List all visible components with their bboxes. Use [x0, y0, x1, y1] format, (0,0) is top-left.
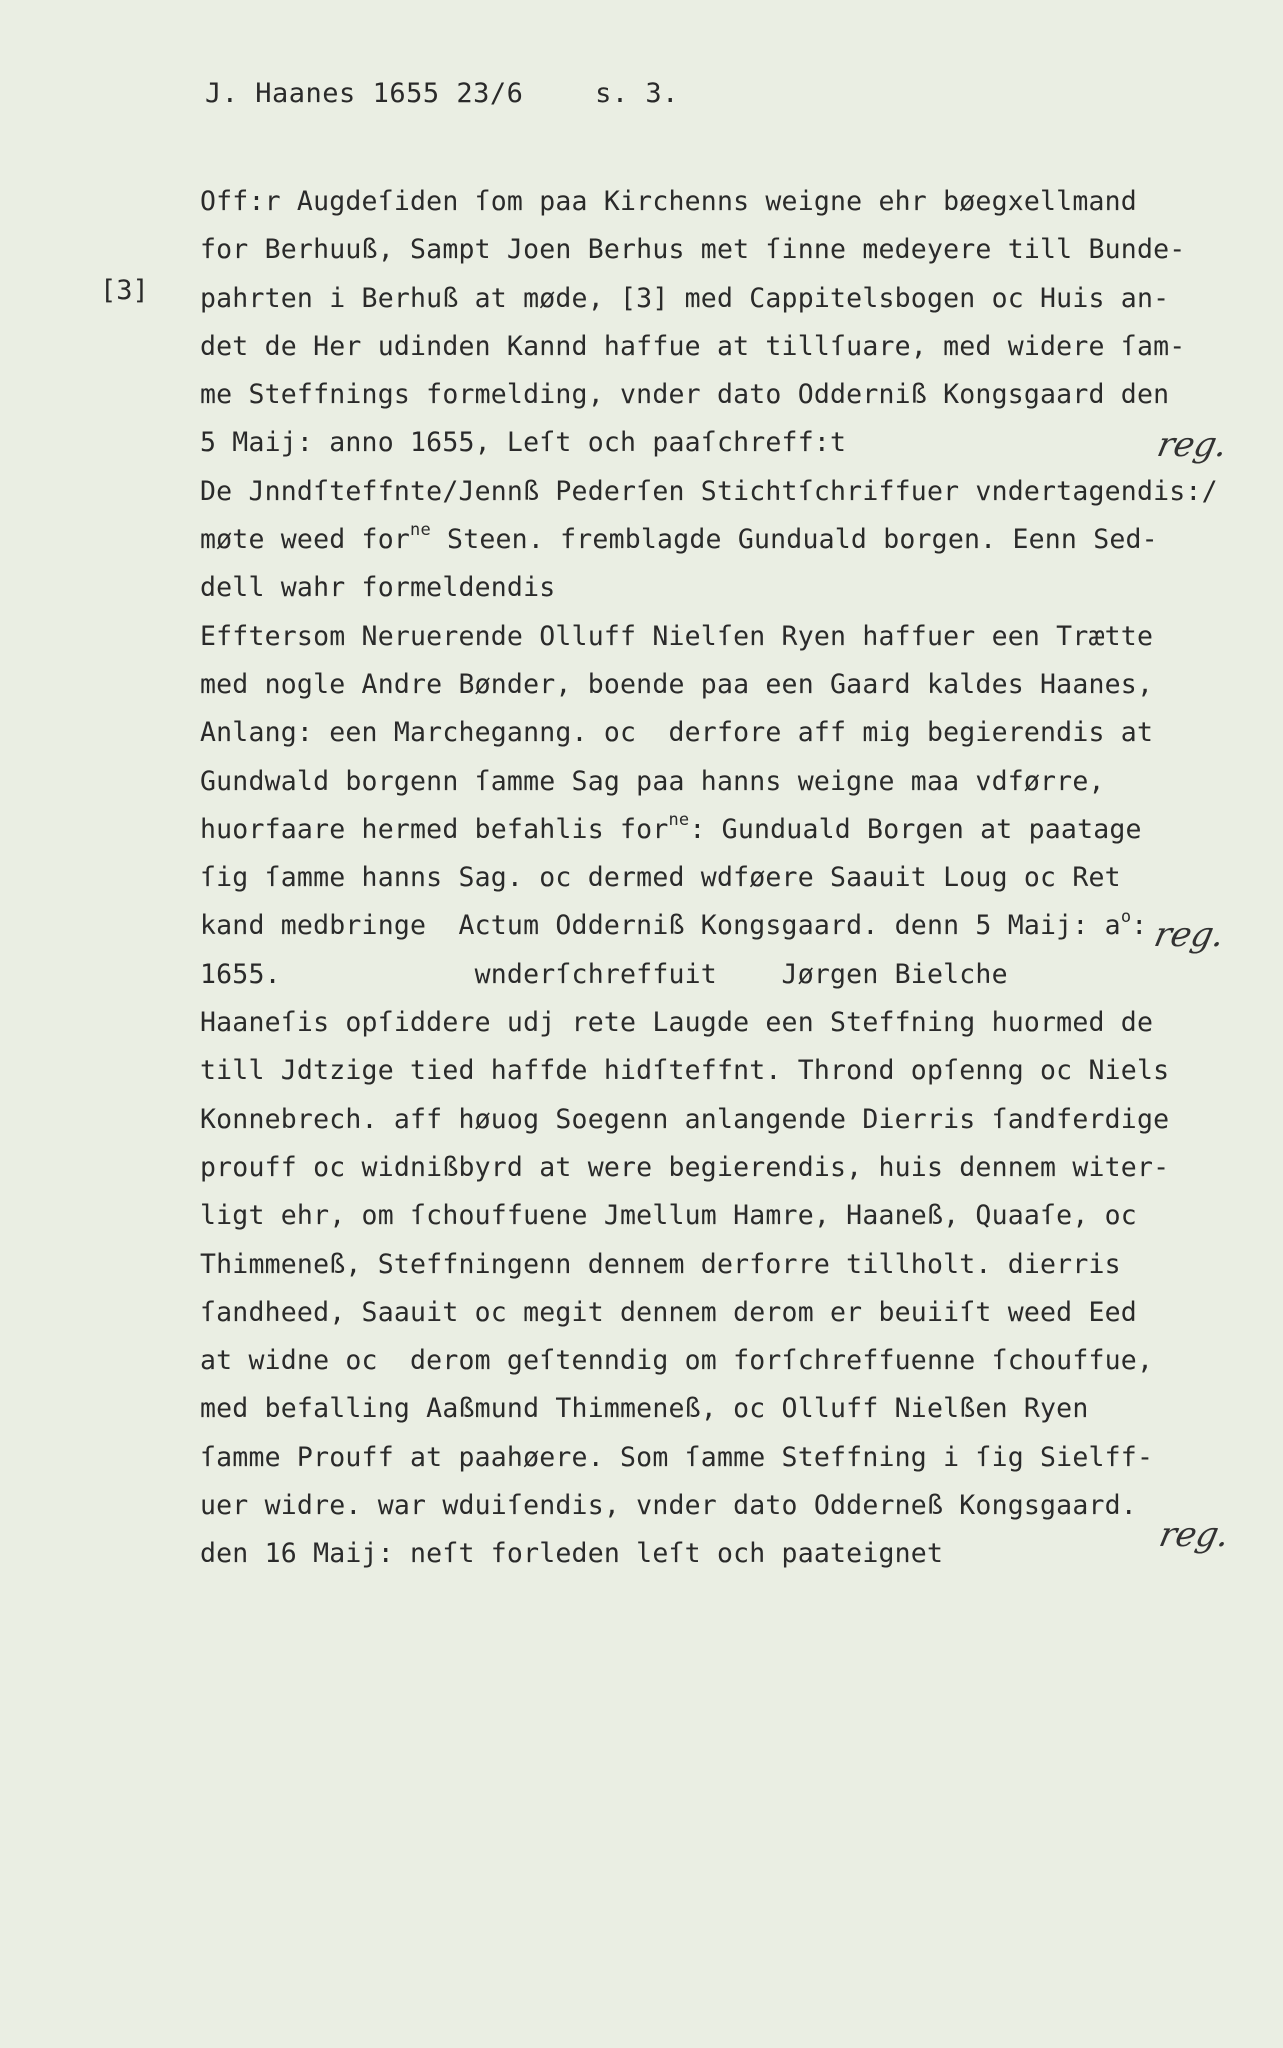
- text-line: ſamme Prouff at paahøere. Som ſamme Steffning i ſig Sielff-: [200, 1441, 1154, 1473]
- text-line: det de Her udinden Kannd haffue at tillſuare, med widere ſam-: [200, 330, 1186, 362]
- text-line: [200, 516, 1158, 564]
- superscript: ne: [410, 520, 431, 541]
- text-line: Anlang: een Marcheganng. oc derfore aff mig begierendis at: [200, 717, 1154, 749]
- text-line: at widne oc derom geſtenndig om forſchreffuenne ſchouffue,: [200, 1345, 1154, 1377]
- text-line: ſig ſamme hanns Sag. oc dermed wdføere Saauit Loug oc Ret: [200, 862, 1121, 894]
- text-line: ligt ehr, om ſchouffuene Jmellum Hamre, Haaneß, Quaaſe, oc: [200, 1200, 1137, 1232]
- text-line: till Jdtzige tied haffde hidſteffnt. Thrond opſenng oc Niels: [200, 1055, 1170, 1087]
- marginal-note-reg: reg.: [1155, 1515, 1234, 1555]
- marginal-note-reg: reg.: [1150, 915, 1229, 955]
- text-segment: Steen. fremblagde Gunduald borgen. Eenn Sed-: [430, 524, 1158, 556]
- text-line: Thimmeneß, Steffningenn dennem derforre tillholt. dierris: [200, 1248, 1121, 1280]
- text-line: 5 Maij: anno 1655, Leſt och paaſchreff:t: [200, 427, 847, 459]
- text-line: med befalling Aaßmund Thimmeneß, oc Olluff Nielßen Ryen: [200, 1393, 1089, 1425]
- margin-number: [3]: [100, 275, 149, 306]
- text-line: prouff oc widnißbyrd at were begierendis, huis dennem witer-: [200, 1151, 1170, 1183]
- text-line: Efftersom Neruerende Olluff Nielſen Ryen haffuer een Trætte: [200, 620, 1154, 652]
- text-line: Off:r Augdeſiden ſom paa Kirchenns weigne ehr bøegxellmand: [200, 186, 1137, 217]
- text-line: med nogle Andre Bønder, boende paa een Gaard kaldes Haanes,: [200, 668, 1154, 700]
- text-line: den 16 Maij: neſt forleden leſt och paateignet: [200, 1538, 944, 1570]
- superscript: o: [1120, 906, 1132, 927]
- text-line: De Jnndſteffnte/Jennß Pederſen Stichtſchriffuer vndertagendis:/: [200, 475, 1218, 507]
- page-header: [205, 78, 679, 109]
- text-line: Haaneſis opſiddere udj rete Laugde een Steffning huormed de: [200, 1007, 1154, 1039]
- text-line: for Berhuuß, Sampt Joen Berhus met ſinne medeyere till Bunde-: [200, 234, 1186, 266]
- header-page: s. 3.: [595, 78, 679, 109]
- text-line: [200, 806, 1142, 854]
- text-line: Gundwald borgenn ſamme Sag paa hanns weigne maa vdførre,: [200, 765, 1105, 797]
- text-segment: : Gunduald Borgen at paatage: [689, 813, 1142, 845]
- text-line: dell wahr formeldendis: [200, 572, 556, 604]
- text-segment: huorfaare hermed befahlis for: [200, 813, 669, 845]
- text-line: Konnebrech. aff høuog Soegenn anlangende Dierris ſandferdige: [200, 1103, 1170, 1135]
- header-ref: 1655 23/6: [372, 78, 524, 109]
- text-line: pahrten i Berhuß at møde, [3] med Cappitelsbogen oc Huis an-: [200, 282, 1170, 314]
- text-line: ſandheed, Saauit oc megit dennem derom er beuiiſt weed Eed: [200, 1296, 1137, 1328]
- text-segment: kand medbringe Actum Odderniß Kongsgaard. denn 5 Maij: a: [200, 910, 1121, 942]
- superscript: ne: [668, 810, 690, 831]
- text-line: 1655. wnderſchreffuit Jørgen Bielche: [200, 958, 1008, 990]
- marginal-note-reg: reg.: [1153, 425, 1232, 465]
- text-segment: :: [1131, 910, 1148, 942]
- text-line: [200, 902, 1148, 950]
- text-line: uer widre. war wduiſendis, vnder dato Odderneß Kongsgaard.: [200, 1490, 1137, 1522]
- text-segment: møte weed for: [200, 524, 411, 556]
- text-line: me Steffnings formelding, vnder dato Odderniß Kongsgaard den: [200, 379, 1170, 411]
- header-author: J. Haanes: [205, 78, 356, 109]
